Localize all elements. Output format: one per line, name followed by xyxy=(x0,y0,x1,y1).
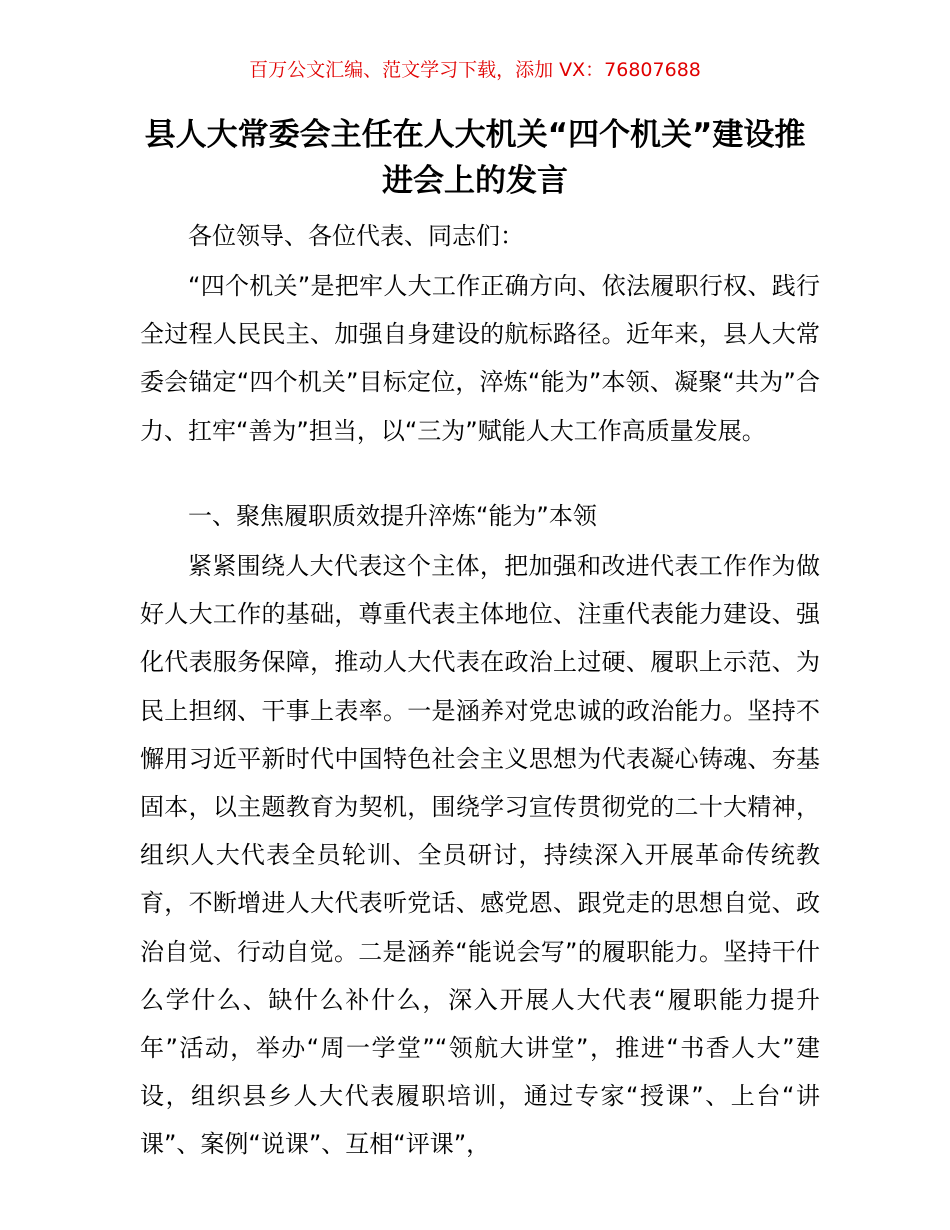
header-watermark: 百万公文汇编、范文学习下载，添加 VX：76807688 xyxy=(249,59,701,81)
intro-paragraph: “四个机关”是把牢人大工作正确方向、依法履职行权、践行全过程人民民主、加强自身建设的航标路径。近年来，县人大常委会锚定“四个机关”目标定位，淬炼“能为”本领、凝聚“共为”合力、扛牢“善为”担当，以“三为”赋能人大工作高质量发展。 xyxy=(140,272,820,445)
section-one-heading: 一、聚焦履职质效提升淬炼“能为”本领 xyxy=(188,502,597,530)
greeting: 各位领导、各位代表、同志们： xyxy=(188,222,524,250)
section-one-paragraph: 紧紧围绕人大代表这个主体，把加强和改进代表工作作为做好人大工作的基础，尊重代表主体地位、注重代表能力建设、强化代表服务保障，推动人大代表在政治上过硬、履职上示范、为民上担纲、干事上表率。一是涵养对党忠诚的政治能力。坚持不懈用习近平新时代中国特色社会主义思想为代表凝心铸魂、夯基固本，以主题教育为契机，围绕学习宣传贯彻党的二十大精神，组织人大代表全员轮训、全员研讨，持续深入开展革命传统教育，不断增进人大代表听党话、感党恩、跟党走的思想自觉、政治自觉、行动自觉。二是涵养“能说会写”的履职能力。坚持干什么学什么、缺什么补什么，深入开展人大代表“履职能力提升年”活动，举办“周一学堂”“领航大讲堂”，推进“书香人大”建设，组织县乡人大代表履职培训，通过专家“授课”、上台“讲课”、案例“说课”、互相“评课”， xyxy=(140,552,820,1159)
document-title: 县人大常委会主任在人大机关“四个机关”建设推进会上的发言 xyxy=(144,117,806,199)
